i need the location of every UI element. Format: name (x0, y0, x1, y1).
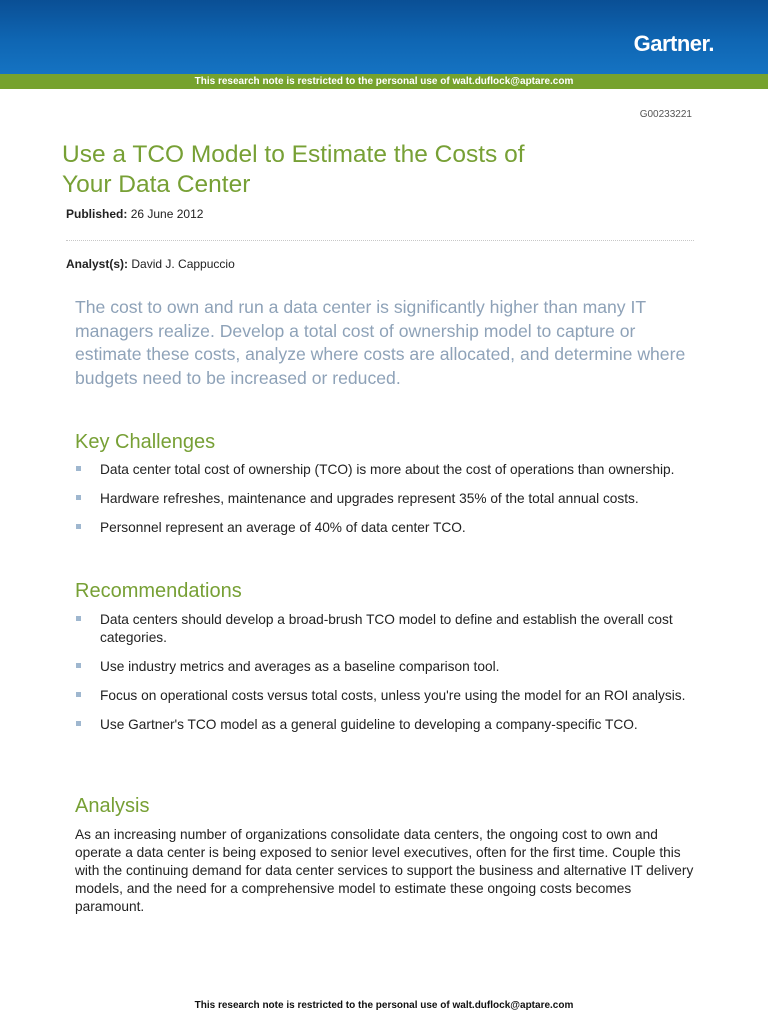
bullet-icon (76, 663, 81, 668)
document-title (62, 140, 662, 200)
bullet-icon (76, 495, 81, 500)
list-item: Data center total cost of ownership (TCO) is more about the cost of operations than ownership. (75, 461, 695, 479)
footer-restriction: This research note is restricted to the personal use of walt.duflock@aptare.com (194, 1000, 574, 1011)
brand-dot: . (708, 31, 714, 56)
list-item: Use industry metrics and averages as a baseline comparison tool. (75, 658, 695, 676)
list-item: Use Gartner's TCO model as a general guideline to developing a company-specific TCO. (75, 716, 695, 734)
list-item: Personnel represent an average of 40% of data center TCO. (75, 519, 695, 537)
bullet-icon (76, 524, 81, 529)
analyst-label: Analyst(s): (66, 257, 129, 271)
title-line-1: Use a TCO Model to Estimate the Costs of (62, 141, 525, 168)
document-id: G00233221 (639, 109, 692, 120)
bullet-icon (76, 692, 81, 697)
summary-paragraph: The cost to own and run a data center is significantly higher than many IT managers realize. Develop a total cost of ownership model to capture or estimate these costs, analyze where costs are allocated, and determine where budgets need to be increased or reduced. (75, 297, 686, 388)
bullet-icon (76, 466, 81, 471)
recommendations-list (75, 611, 695, 733)
published-line (66, 207, 203, 221)
divider (66, 240, 694, 241)
analyst-line (66, 257, 235, 271)
title-line-2: Your Data Center (62, 171, 251, 198)
bullet-icon (76, 721, 81, 726)
list-item: Focus on operational costs versus total costs, unless you're using the model for an ROI analysis. (75, 687, 695, 705)
list-item: Data centers should develop a broad-brush TCO model to define and establish the overall cost categories. (75, 611, 695, 646)
gartner-logo (634, 31, 714, 57)
published-label: Published: (66, 207, 128, 221)
key-challenges-heading: Key Challenges (75, 431, 216, 453)
header-banner (0, 0, 768, 74)
bullet-icon (76, 616, 81, 621)
restriction-bar: This research note is restricted to the personal use of walt.duflock@aptare.com (0, 74, 768, 89)
analysis-heading: Analysis (75, 795, 150, 817)
brand-name: Gartner (633, 31, 709, 56)
published-date: 26 June 2012 (130, 207, 204, 221)
recommendations-heading: Recommendations (75, 580, 242, 602)
list-item: Hardware refreshes, maintenance and upgrades represent 35% of the total annual costs. (75, 490, 695, 508)
analysis-paragraph: As an increasing number of organizations consolidate data centers, the ongoing cost to own and operate a data center is being exposed to senior level executives, often for the first time. Couple this with the continuing demand for data center services to support the business and alternative IT delivery models, and the need for a comprehensive model to estimate these ongoing costs becomes paramount. (75, 827, 694, 914)
key-challenges-list (75, 461, 695, 537)
analyst-name: David J. Cappuccio (131, 257, 235, 271)
